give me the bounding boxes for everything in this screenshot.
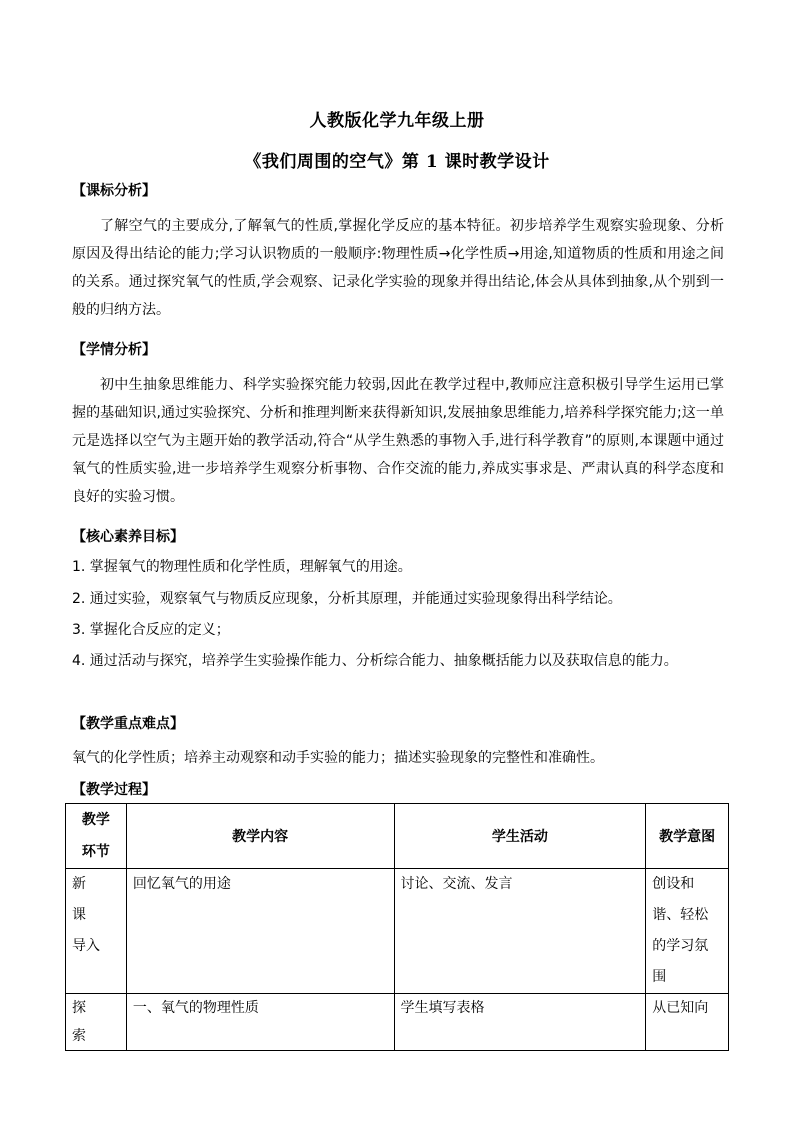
column-header-intent: 教学意图: [646, 804, 729, 869]
stage-line: 新课: [72, 876, 98, 923]
content-cell: 回忆氧气的用途: [126, 869, 394, 994]
goal-item: 1. 掌握氧气的物理性质和化学性质，理解氧气的用途。: [72, 559, 412, 575]
goal-item: 4. 通过活动与探究，培养学生实验操作能力、分析综合能力、抽象概括能力以及获取信息的能力。: [72, 653, 678, 669]
activity-cell: 学生填写表格: [394, 994, 646, 1051]
section-heading-process: 【教学过程】: [72, 782, 156, 798]
section-heading-curriculum: 【课标分析】: [72, 183, 156, 199]
goal-item: 3. 掌握化合反应的定义；: [72, 622, 230, 638]
key-points-text: 氧气的化学性质；培养主动观察和动手实验的能力；描述实验现象的完整性和准确性。: [72, 750, 604, 766]
teaching-process-table: [65, 803, 729, 1051]
section-heading-key-points: 【教学重点难点】: [72, 716, 184, 732]
stage-line: 导入: [72, 938, 100, 954]
table-row: [66, 994, 729, 1051]
curriculum-paragraph: 了解空气的主要成分,了解氧气的性质,掌握化学反应的基本特征。初步培养学生观察实验现象、分析原因及得出结论的能力;学习认识物质的一般顺序:物理性质→化学性质→用途,知道物质的性质和用途之间的关系。通过探究氧气的性质,学会观察、记录化学实验的现象并得出结论,体会从具体到抽象,从个别到一般的归纳方法。: [72, 218, 724, 318]
goal-item: 2. 通过实验，观察氧气与物质反应现象，分析其原理，并能通过实验现象得出科学结论。: [72, 591, 622, 607]
content-cell: 一、氧气的物理性质: [126, 994, 394, 1051]
section-heading-students: 【学情分析】: [72, 342, 156, 358]
column-header-stage: [66, 804, 127, 869]
intent-cell: 创设和谐、轻松的学习氛围: [646, 869, 729, 994]
students-paragraph: 初中生抽象思维能力、科学实验探究能力较弱,因此在教学过程中,教师应注意积极引导学生运用已掌握的基础知识,通过实验探究、分析和推理判断来获得新知识,发展抽象思维能力,培养科学探究能力;这一单元是选择以空气为主题开始的教学活动,符合“从学生熟悉的事物入手,进行科学教育”的原则,本课题中通过氧气的性质实验,进一步培养学生观察分析事物、合作交流的能力,养成实事求是、严肃认真的科学态度和良好的实验习惯。: [72, 377, 724, 505]
table-row: [66, 869, 729, 994]
section-heading-goals: 【核心素养目标】: [72, 529, 184, 545]
column-header-stage-line: 环节: [81, 844, 110, 860]
document-subtitle: 《我们周围的空气》第 1 课时教学设计: [244, 152, 550, 172]
table-header-row: [66, 804, 729, 869]
activity-cell: 讨论、交流、发言: [394, 869, 646, 994]
column-header-content: 教学内容: [126, 804, 394, 869]
stage-line: 探索: [72, 1000, 98, 1044]
column-header-activity: 学生活动: [394, 804, 646, 869]
stage-cell: [66, 869, 127, 994]
intent-cell: 从已知向: [646, 994, 729, 1051]
document-title: 人教版化学九年级上册: [309, 111, 485, 131]
column-header-stage-line: 教学: [81, 812, 110, 828]
stage-cell: [66, 994, 127, 1051]
